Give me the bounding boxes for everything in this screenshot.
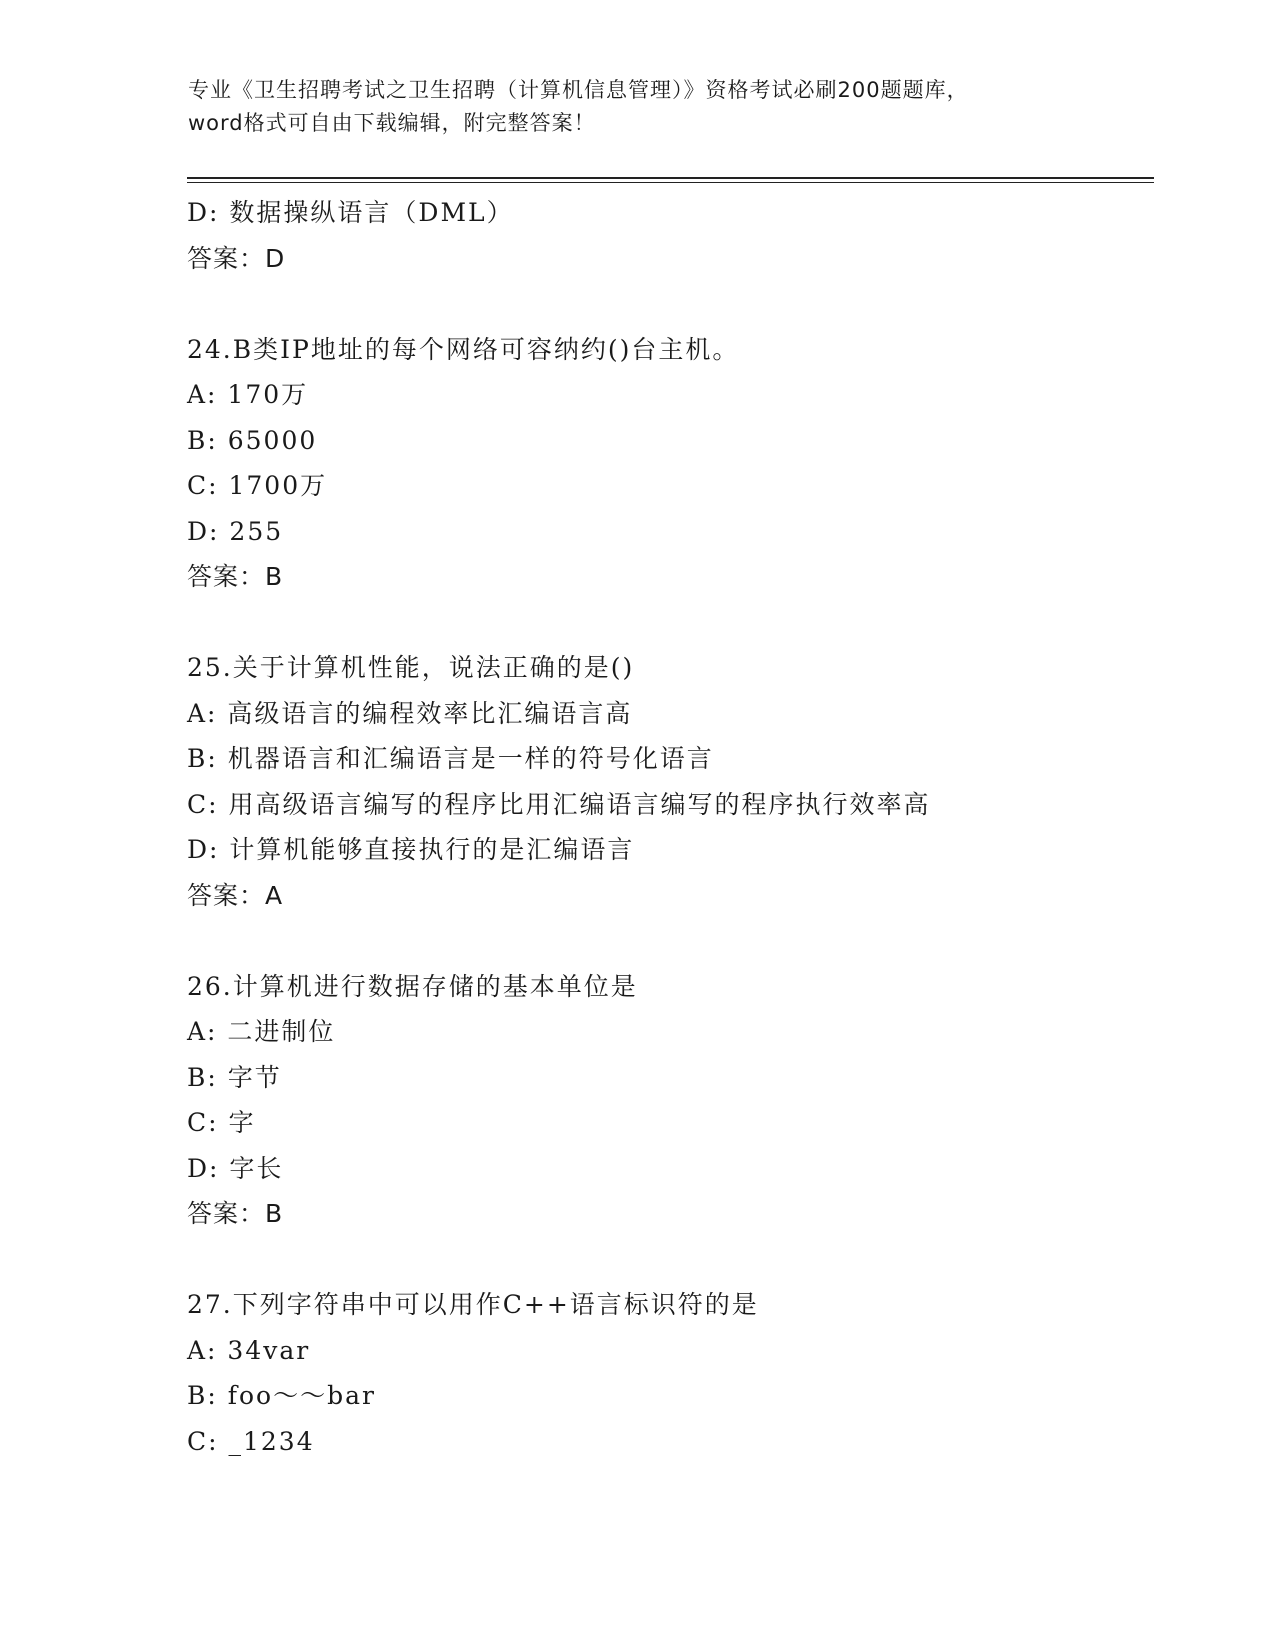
- spacer: [187, 600, 1154, 646]
- option-a: A: 170万: [187, 380, 309, 409]
- answer: 答案：B: [187, 1199, 284, 1228]
- option-d: D: 计算机能够直接执行的是汇编语言: [187, 835, 635, 864]
- option-b: B: 字节: [187, 1062, 282, 1092]
- q23-answer: 答案：D: [187, 243, 286, 273]
- question-26: [187, 964, 1154, 1237]
- question-stem: 25.关于计算机性能，说法正确的是(): [187, 653, 635, 682]
- spacer: [187, 918, 1154, 964]
- question-27: [187, 1282, 1154, 1464]
- option-a: A: 二进制位: [187, 1017, 336, 1046]
- option-c: C: 字: [187, 1108, 256, 1137]
- option-a: A: 34var: [187, 1335, 311, 1365]
- question-stem: 26.计算机进行数据存储的基本单位是: [187, 971, 638, 1001]
- answer: 答案：B: [187, 562, 284, 591]
- option-d: D: 255: [187, 516, 284, 546]
- option-d: D: 字长: [187, 1153, 284, 1183]
- spacer: [187, 1237, 1154, 1283]
- question-24: [187, 327, 1154, 600]
- header-title-line-1: 专业《卫生招聘考试之卫生招聘（计算机信息管理）》资格考试必刷200题题库，: [188, 78, 969, 102]
- option-a: A: 高级语言的编程效率比汇编语言高: [187, 698, 633, 728]
- option-c: C: 用高级语言编写的程序比用汇编语言编写的程序执行效率高: [187, 789, 931, 819]
- header-divider-thick: [187, 177, 1154, 179]
- document-header: [188, 74, 1088, 140]
- q23-option-d: D: 数据操纵语言（DML）: [187, 198, 514, 227]
- option-b: B: 65000: [187, 425, 318, 455]
- option-b: B: foo～～bar: [187, 1381, 376, 1410]
- header-divider-thin: [187, 182, 1154, 183]
- question-stem: 24.B类IP地址的每个网络可容纳约()台主机。: [187, 334, 740, 364]
- answer: 答案：A: [187, 880, 284, 910]
- question-content: [187, 190, 1154, 1464]
- option-c: C: 1700万: [187, 471, 328, 500]
- header-title-line-2: word格式可自由下载编辑，附完整答案！: [188, 111, 596, 135]
- spacer: [187, 281, 1154, 327]
- option-c: C: _1234: [187, 1426, 315, 1456]
- question-25: [187, 645, 1154, 918]
- question-stem: 27.下列字符串中可以用作C++语言标识符的是: [187, 1290, 759, 1319]
- option-b: B: 机器语言和汇编语言是一样的符号化语言: [187, 744, 714, 773]
